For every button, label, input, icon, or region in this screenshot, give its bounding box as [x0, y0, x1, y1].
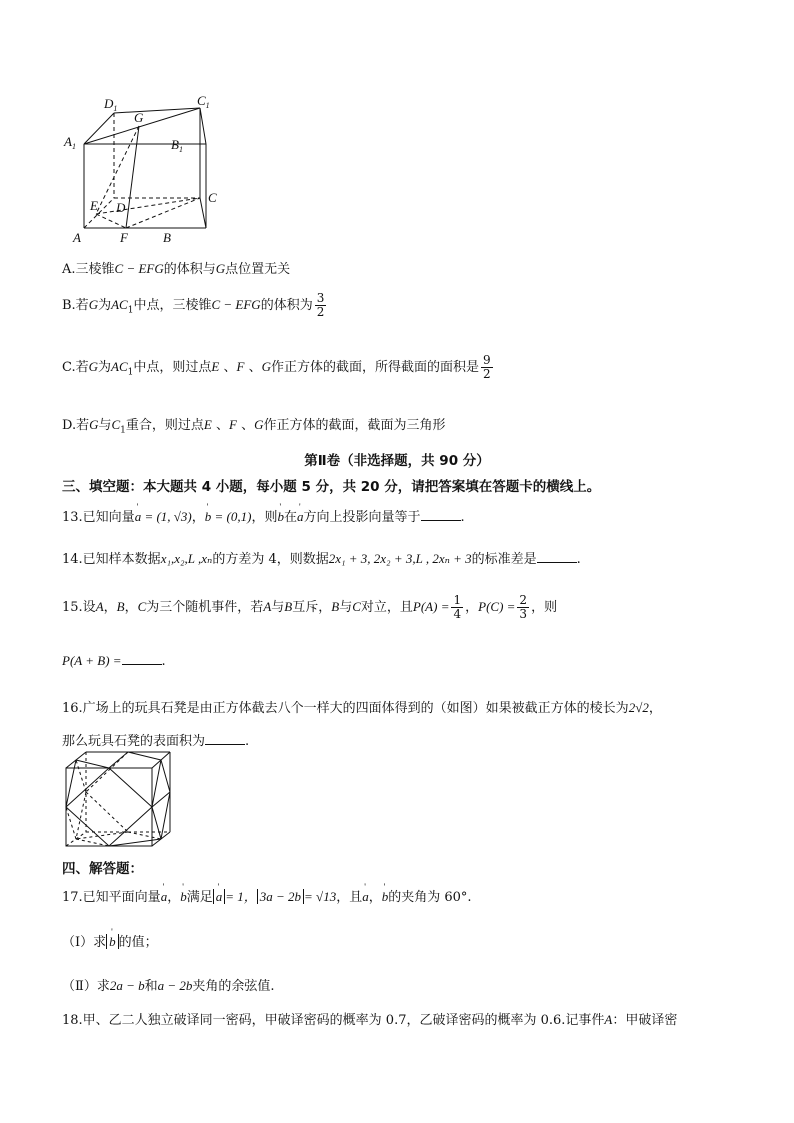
- label-d: D: [116, 200, 126, 215]
- question-13: 13.已知向量' a = (1, √3)，' b = (0,1)，则' b在' a方向上投影向量等于 .: [62, 506, 465, 525]
- option-a: A.三棱锥C − EFG的体积与G点位置无关: [62, 261, 291, 277]
- question-17-part2: （Ⅱ）求2a − b和a − 2b夹角的余弦值.: [62, 978, 275, 994]
- question-17-part1: （Ⅰ）求' b 的值；: [62, 931, 158, 950]
- fraction-2-3: $\frac{2}{3}$: [519, 593, 528, 621]
- label-a: A: [73, 230, 81, 245]
- answer-blank-15[interactable]: [122, 652, 162, 665]
- label-g: G: [134, 110, 144, 125]
- answer-blank-13[interactable]: [421, 508, 461, 521]
- answer-blank-14[interactable]: [537, 550, 577, 563]
- question-16: 16.广场上的玩具石凳是由正方体截去八个一样大的四面体得到的（如图）如果被截正方体的棱长为2√2，: [62, 700, 662, 716]
- section3-heading: 三、填空题：本大题共 4 小题，每小题 5 分，共 20 分，请把答案填在答题卡的横线上。: [62, 479, 601, 495]
- stool-figure: [62, 750, 174, 848]
- label-c1: $C_1$: [197, 93, 210, 110]
- answer-blank-16[interactable]: [205, 732, 245, 745]
- question-18: 18.甲、乙二人独立破译同一密码，甲破译密码的概率为 0.7，乙破译密码的概率为 0.6.记事件A：甲破译密: [62, 1012, 678, 1028]
- label-e: E: [90, 198, 98, 213]
- option-b: B.若G为$AC_1$中点，三棱锥C − EFG的体积为 $\frac{3}{2}$: [62, 291, 325, 319]
- label-b: B: [163, 230, 171, 245]
- question-15-line2: P(A + B) = .: [62, 653, 166, 669]
- label-b1: $B_1$: [171, 137, 183, 154]
- label-c: C: [208, 190, 217, 205]
- label-f: F: [120, 230, 128, 245]
- fraction-3-2: $\frac{3}{2}$: [316, 291, 325, 319]
- question-17: 17.已知平面向量' a，' b满足' a = 1， 3a − 2b = √13，且' a，' b的夹角为 60°.: [62, 886, 472, 905]
- label-a1: $A_1$: [64, 134, 76, 151]
- section4-heading: 四、解答题：: [62, 861, 143, 877]
- part2-title: 第Ⅱ卷（非选择题，共 90 分）: [304, 453, 490, 469]
- fraction-1-4: $\frac{1}{4}$: [453, 593, 462, 621]
- option-d: D.若G与$C_1$重合，则过点E 、F 、G作正方体的截面，截面为三角形: [62, 417, 446, 436]
- question-16-line2: 那么玩具石凳的表面积为 .: [62, 734, 250, 749]
- cube-figure: [60, 92, 230, 252]
- question-14: 14.已知样本数据x₁,x₂,L ,xₙ的方差为 4，则数据2x₁ + 3, 2x₂ + 3,L , 2xₙ + 3的标准差是 .: [62, 551, 581, 567]
- label-d1: $D_1$: [104, 96, 118, 113]
- question-15: 15.设A，B，C为三个随机事件，若A与B互斥，B与C对立，且P(A) = $\frac{1}{4}$ ，P(C) = $\frac{2}{3}$ ，则: [62, 593, 558, 621]
- fraction-9-2: $\frac{9}{2}$: [483, 353, 491, 381]
- option-c: C.若G为$AC_1$中点，则过点E 、F 、G作正方体的截面，所得截面的面积是 $\frac{9}{2}$: [62, 353, 491, 381]
